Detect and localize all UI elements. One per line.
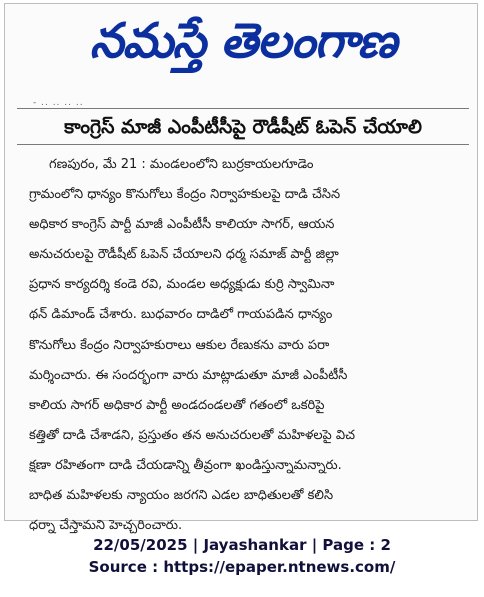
article-line: బాధిత మహిళలకు న్యాయం జరగని ఎడల బాధితులతో కలిసి — [29, 488, 334, 504]
article-line: గణపురం, మే 21 : మండలంలోని బుర్రకాయలగూడెం — [49, 157, 314, 172]
article-headline: కాంగ్రెస్ మాజీ ఎంపీటీసీపై రౌడీషీట్ ఓపెన్ చేయాలి — [64, 116, 422, 138]
newspaper-clipping — [4, 3, 478, 534]
article-line: కొనుగోలు కేంద్రం నిర్వాహకురాలు ఆకుల రేణుకను వారు పరా — [29, 337, 330, 353]
article-line: గ్రామంలోని ధాన్యం కొనుగోలు కేంద్రం నిర్వాహకులపై దాడి చేసిన — [29, 187, 341, 203]
article-line: మర్శించారు. ఈ సందర్భంగా వారు మాట్లాడుతూ మాజీ ఎంపీటీసీ — [29, 367, 348, 383]
headline-rule-top — [17, 108, 469, 109]
top-marks: - .. .. .. .. — [33, 98, 84, 108]
footer-date-edition-page: 22/05/2025 | Jayashankar | Page : 2 — [93, 536, 391, 554]
article-line: థన్ డిమాండ్ చేశారు. బుధవారం దాడిలో గాయపడిన ధాన్యం — [29, 307, 333, 323]
newspaper-masthead: నమస్తే తెలంగాణ — [89, 13, 397, 69]
article-line: ప్రధాన కార్యదర్శి కండె రవి, మండల అధ్యక్షుడు కుర్రి స్వామినా — [29, 277, 335, 293]
source-footer — [0, 534, 484, 578]
article-body — [29, 150, 469, 541]
article-line: ధర్నా చేస్తామని హెచ్చరించారు. — [29, 518, 183, 534]
article-line: కాలియ సాగర్ అధికార పార్టీ అండదండలతో గతంలో ఒకరిపై — [29, 397, 325, 413]
article-line: క్షణా రహితంగా దాడి చేయడాన్ని తీవ్రంగా ఖండిస్తున్నామన్నారు. — [29, 457, 342, 473]
article-line: కత్తితో దాడి చేశాడని, ప్రస్తుతం తన అనుచరులతో మహిళలపై విచ — [29, 427, 356, 443]
article-line: అనుచరులపై రౌడీషీట్ ఓపెన్ చేయాలని ధర్మ సమాజ్ పార్టీ జిల్లా — [29, 247, 339, 263]
article-line: అధికార కాంగ్రెస్ పార్టీ మాజీ ఎంపీటీసీ కాలియా సాగర్, ఆయన — [29, 217, 335, 233]
footer-source-link[interactable]: Source : https://epaper.ntnews.com/ — [88, 558, 396, 576]
headline-rule-bottom — [17, 144, 469, 145]
